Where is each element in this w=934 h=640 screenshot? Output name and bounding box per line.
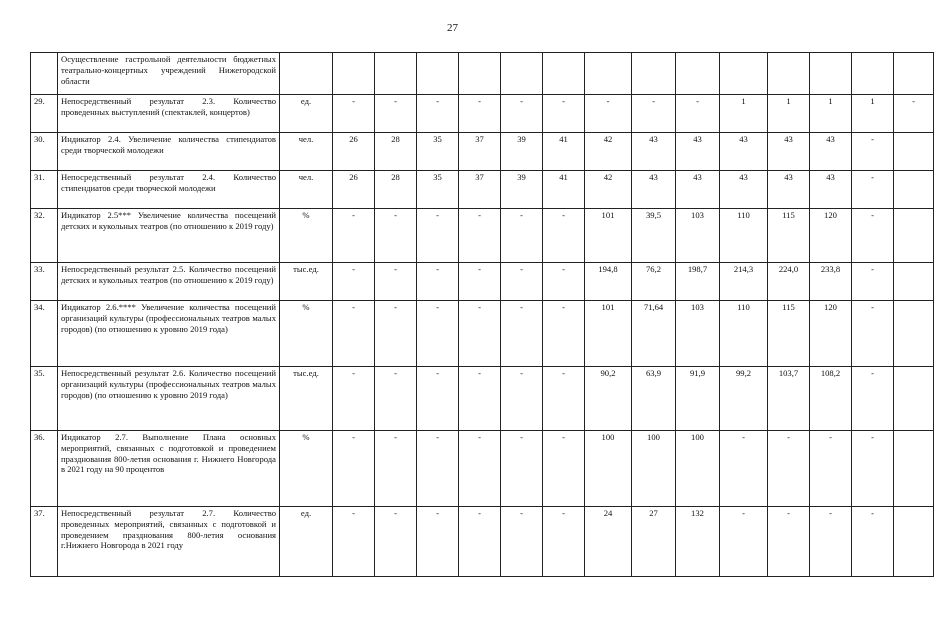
value-cell: 43 (810, 171, 852, 209)
value-cell: 43 (720, 171, 768, 209)
value-cell: - (459, 367, 501, 431)
value-cell: - (543, 431, 585, 507)
value-cell: - (459, 95, 501, 133)
value-cell: - (333, 95, 375, 133)
value-cell: 43 (768, 171, 810, 209)
value-cell: - (852, 431, 894, 507)
value-cell: 120 (810, 209, 852, 263)
value-cell: - (333, 367, 375, 431)
value-cell: 100 (632, 431, 676, 507)
value-cell: 194,8 (585, 263, 632, 301)
value-cell: 1 (852, 95, 894, 133)
indicator-name: Индикатор 2.4. Увеличение количества стипендиатов среди творческой молодежи (58, 133, 280, 171)
value-cell: - (543, 301, 585, 367)
table-row (31, 209, 934, 263)
value-cell (459, 53, 501, 95)
value-cell: - (543, 95, 585, 133)
value-cell: - (375, 367, 417, 431)
value-cell (676, 53, 720, 95)
table-row (31, 301, 934, 367)
value-cell: - (417, 95, 459, 133)
row-number: 29. (31, 95, 58, 133)
value-cell: - (894, 95, 934, 133)
value-cell: - (459, 301, 501, 367)
table-row (31, 171, 934, 209)
value-cell (375, 53, 417, 95)
table-row (31, 53, 934, 95)
value-cell: - (810, 431, 852, 507)
row-number (31, 53, 58, 95)
indicator-name: Индикатор 2.6.**** Увеличение количества посещений организаций культуры (профессиональных театров малых городов) (по отношению к уровню 2019 года) (58, 301, 280, 367)
value-cell: - (852, 209, 894, 263)
value-cell: 115 (768, 209, 810, 263)
page-number: 27 (447, 22, 458, 34)
row-number: 35. (31, 367, 58, 431)
value-cell: 224,0 (768, 263, 810, 301)
unit-cell: ед. (280, 507, 333, 577)
value-cell: 43 (810, 133, 852, 171)
value-cell: 37 (459, 133, 501, 171)
row-number: 36. (31, 431, 58, 507)
value-cell: - (417, 431, 459, 507)
value-cell: 233,8 (810, 263, 852, 301)
row-number: 32. (31, 209, 58, 263)
value-cell: 28 (375, 171, 417, 209)
value-cell: 28 (375, 133, 417, 171)
value-cell: 63,9 (632, 367, 676, 431)
value-cell: 43 (632, 171, 676, 209)
value-cell: - (333, 507, 375, 577)
value-cell: 26 (333, 171, 375, 209)
indicators-table (30, 52, 934, 577)
indicator-name: Непосредственный результат 2.5. Количество посещений детских и кукольных театров (по отношению к 2019 году) (58, 263, 280, 301)
value-cell: 41 (543, 171, 585, 209)
value-cell: - (720, 507, 768, 577)
value-cell: 115 (768, 301, 810, 367)
value-cell: - (543, 507, 585, 577)
value-cell: 103,7 (768, 367, 810, 431)
table-row (31, 95, 934, 133)
value-cell: - (459, 507, 501, 577)
value-cell: 110 (720, 209, 768, 263)
value-cell: 42 (585, 133, 632, 171)
value-cell: - (333, 209, 375, 263)
value-cell: 100 (676, 431, 720, 507)
table-row (31, 431, 934, 507)
value-cell (810, 53, 852, 95)
indicator-name: Индикатор 2.5*** Увеличение количества посещений детских и кукольных театров (по отношению к 2019 году) (58, 209, 280, 263)
value-cell: - (585, 95, 632, 133)
value-cell: - (852, 133, 894, 171)
value-cell: 91,9 (676, 367, 720, 431)
value-cell (632, 53, 676, 95)
value-cell: - (543, 367, 585, 431)
unit-cell: % (280, 209, 333, 263)
value-cell: 35 (417, 133, 459, 171)
indicator-name: Индикатор 2.7. Выполнение Плана основных мероприятий, связанных с подготовкой и проведением празднования 800-летия основания г. Нижнего Новгорода в 2021 году на 90 процентов (58, 431, 280, 507)
value-cell: - (810, 507, 852, 577)
value-cell (894, 367, 934, 431)
value-cell (417, 53, 459, 95)
value-cell (543, 53, 585, 95)
value-cell (894, 301, 934, 367)
value-cell: - (501, 95, 543, 133)
table-row (31, 507, 934, 577)
value-cell (501, 53, 543, 95)
value-cell: 132 (676, 507, 720, 577)
value-cell: 103 (676, 301, 720, 367)
value-cell: - (417, 507, 459, 577)
value-cell: 103 (676, 209, 720, 263)
value-cell: 100 (585, 431, 632, 507)
value-cell: 42 (585, 171, 632, 209)
value-cell (720, 53, 768, 95)
value-cell: 90,2 (585, 367, 632, 431)
value-cell: 39,5 (632, 209, 676, 263)
value-cell (894, 53, 934, 95)
value-cell: 43 (632, 133, 676, 171)
value-cell (894, 431, 934, 507)
value-cell: - (543, 263, 585, 301)
value-cell: 43 (676, 133, 720, 171)
value-cell: - (459, 431, 501, 507)
value-cell: 43 (720, 133, 768, 171)
value-cell (894, 133, 934, 171)
indicator-name: Непосредственный результат 2.6. Количество посещений организаций культуры (профессиональных театров малых городов) (по отношению к уровню 2019 года) (58, 367, 280, 431)
value-cell: 37 (459, 171, 501, 209)
indicator-name: Непосредственный результат 2.7. Количество проведенных мероприятий, связанных с подготовкой и проведением празднования 800-летия основания г.Нижнего Новгорода в 2021 году (58, 507, 280, 577)
value-cell (585, 53, 632, 95)
value-cell: - (375, 95, 417, 133)
value-cell: 41 (543, 133, 585, 171)
value-cell: 108,2 (810, 367, 852, 431)
value-cell: 24 (585, 507, 632, 577)
value-cell: 110 (720, 301, 768, 367)
value-cell: - (543, 209, 585, 263)
value-cell: 39 (501, 133, 543, 171)
row-number: 31. (31, 171, 58, 209)
value-cell: - (501, 431, 543, 507)
value-cell: - (768, 507, 810, 577)
value-cell (852, 53, 894, 95)
table-row (31, 367, 934, 431)
value-cell: 99,2 (720, 367, 768, 431)
value-cell: 39 (501, 171, 543, 209)
value-cell: 43 (676, 171, 720, 209)
value-cell: - (417, 263, 459, 301)
value-cell: - (501, 209, 543, 263)
value-cell: - (676, 95, 720, 133)
value-cell (894, 171, 934, 209)
value-cell: - (852, 171, 894, 209)
value-cell: - (501, 301, 543, 367)
value-cell (894, 263, 934, 301)
value-cell: - (852, 263, 894, 301)
value-cell (894, 209, 934, 263)
row-number: 33. (31, 263, 58, 301)
value-cell (894, 507, 934, 577)
indicator-name: Непосредственный результат 2.3. Количество проведенных выступлений (спектаклей, концертов) (58, 95, 280, 133)
value-cell: - (333, 301, 375, 367)
value-cell (768, 53, 810, 95)
value-cell: - (375, 209, 417, 263)
value-cell: 76,2 (632, 263, 676, 301)
value-cell: - (852, 301, 894, 367)
unit-cell: тыс.ед. (280, 367, 333, 431)
value-cell (333, 53, 375, 95)
value-cell: - (852, 367, 894, 431)
value-cell: 71,64 (632, 301, 676, 367)
row-number: 30. (31, 133, 58, 171)
value-cell: - (459, 209, 501, 263)
unit-cell: % (280, 431, 333, 507)
unit-cell: чел. (280, 133, 333, 171)
value-cell: - (632, 95, 676, 133)
value-cell: - (501, 507, 543, 577)
value-cell: - (375, 263, 417, 301)
value-cell: 27 (632, 507, 676, 577)
value-cell: 1 (720, 95, 768, 133)
unit-cell: тыс.ед. (280, 263, 333, 301)
value-cell: - (459, 263, 501, 301)
value-cell: - (720, 431, 768, 507)
value-cell: - (417, 209, 459, 263)
value-cell: - (417, 367, 459, 431)
value-cell: - (375, 431, 417, 507)
value-cell: - (852, 507, 894, 577)
value-cell: 120 (810, 301, 852, 367)
indicator-name: Осуществление гастрольной деятельности бюджетных театрально-концертных учреждений Нижегородской области (58, 53, 280, 95)
value-cell: 198,7 (676, 263, 720, 301)
value-cell: - (375, 507, 417, 577)
value-cell: 43 (768, 133, 810, 171)
value-cell: - (768, 431, 810, 507)
value-cell: - (501, 263, 543, 301)
value-cell: - (417, 301, 459, 367)
table-row (31, 263, 934, 301)
value-cell: - (333, 263, 375, 301)
table-row (31, 133, 934, 171)
value-cell: 26 (333, 133, 375, 171)
value-cell: 101 (585, 301, 632, 367)
value-cell: - (333, 431, 375, 507)
row-number: 34. (31, 301, 58, 367)
value-cell: 35 (417, 171, 459, 209)
unit-cell: чел. (280, 171, 333, 209)
value-cell: 1 (810, 95, 852, 133)
unit-cell (280, 53, 333, 95)
value-cell: - (375, 301, 417, 367)
value-cell: - (501, 367, 543, 431)
unit-cell: % (280, 301, 333, 367)
indicator-name: Непосредственный результат 2.4. Количество стипендиатов среди творческой молодежи (58, 171, 280, 209)
unit-cell: ед. (280, 95, 333, 133)
value-cell: 1 (768, 95, 810, 133)
row-number: 37. (31, 507, 58, 577)
value-cell: 214,3 (720, 263, 768, 301)
value-cell: 101 (585, 209, 632, 263)
